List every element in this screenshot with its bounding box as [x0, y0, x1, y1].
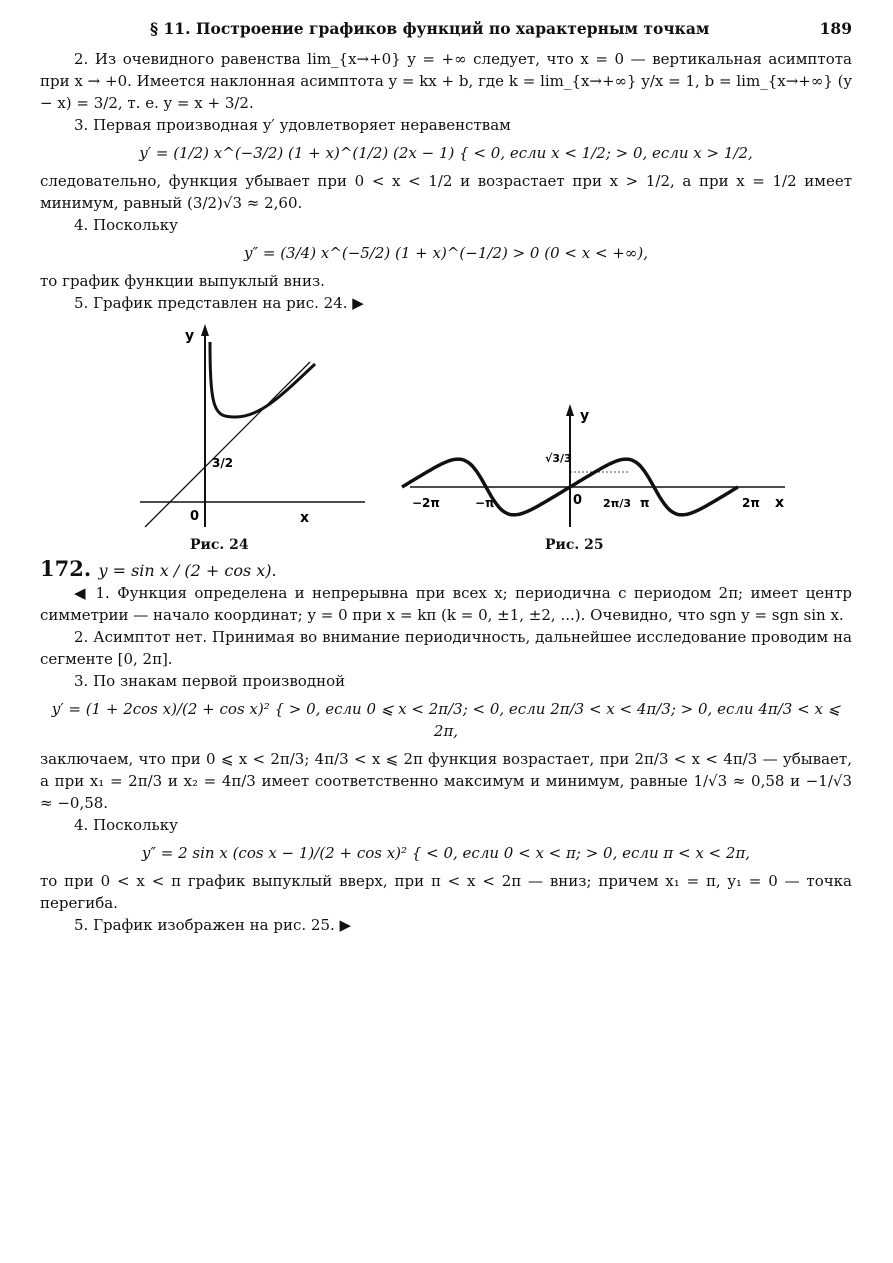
paragraph-inflection: то при 0 < x < π график выпуклый вверх, при π < x < 2π — вниз; причем x₁ = π, y₁ = 0 — точка перегиба.: [40, 872, 852, 912]
formula-first-derivative-172: y′ = (1 + 2cos x)/(2 + cos x)² { > 0, если 0 ⩽ x < 2π/3; < 0, если 2π/3 < x < 4π/3; > 0, если 4π/3 < x ⩽ 2π,: [51, 700, 841, 740]
figure-25: [400, 402, 800, 532]
caption-25: Рис. 25: [545, 537, 604, 553]
paragraph-second-172: 4. Поскольку: [74, 816, 178, 834]
section-title: § 11. Построение графиков функций по характерным точкам: [150, 19, 710, 38]
x-label: x: [300, 510, 310, 526]
x-label: x: [775, 495, 785, 511]
y-label: y: [580, 408, 590, 424]
y-arrow: [201, 324, 209, 336]
problem-172: [40, 558, 852, 582]
figures: [40, 322, 852, 552]
tick-minus-2pi: −2π: [412, 496, 440, 510]
origin-label: 0: [573, 493, 583, 508]
caption-24: Рис. 24: [190, 537, 249, 553]
intercept-label: 3/2: [212, 456, 234, 470]
paragraph-no-asymptotes: 2. Асимптот нет. Принимая во внимание периодичность, дальнейшее исследование проводим на сегменте [0, 2π].: [40, 628, 852, 668]
tick-pi: π: [640, 496, 650, 510]
paragraph-extrema: заключаем, что при 0 ⩽ x < 2π/3; 4π/3 < x ⩽ 2π функция возрастает, при 2π/3 < x < 4π/3 — убывает, а при x₁ = 2π/3 и x₂ = 4π/3 имеет соответственно максимум и минимум, равные 1/√3 ≈ 0,58 и −1/√3 ≈ −0,58.: [40, 750, 852, 812]
formula-second-derivative: y″ = (3/4) x^(−5/2) (1 + x)^(−1/2) > 0 (0 < x < +∞),: [244, 244, 648, 262]
paragraph-derivative: 3. Первая производная y′ удовлетворяет неравенствам: [74, 116, 511, 134]
paragraph-convex: то график функции выпуклый вниз.: [40, 272, 325, 290]
paragraph-first-derivative-sign: 3. По знакам первой производной: [74, 672, 346, 690]
paragraph-domain: ◀ 1. Функция определена и непрерывна при всех x; периодична с периодом 2π; имеет центр симметрии — начало координат; y = 0 при x = kπ (k = 0, ±1, ±2, ...). Очевидно, что sgn y = sgn sin x.: [40, 584, 852, 624]
formula-second-derivative-172: y″ = 2 sin x (cos x − 1)/(2 + cos x)² { < 0, если 0 < x < π; > 0, если π < x < 2π,: [141, 844, 751, 862]
running-header: [150, 18, 852, 40]
y-arrow: [566, 404, 574, 416]
origin-label: 0: [190, 509, 200, 524]
page-number: 189: [819, 19, 852, 38]
tick-minus-pi: −π: [475, 496, 495, 510]
tick-2pi-3: 2π/3: [603, 497, 632, 510]
tick-2pi: 2π: [742, 496, 760, 510]
paragraph-second: 4. Поскольку: [74, 216, 178, 234]
figure-24: [130, 322, 370, 532]
paragraph-graph-ref: 5. График представлен на рис. 24. ▶: [74, 294, 364, 312]
formula-first-derivative: y′ = (1/2) x^(−3/2) (1 + x)^(1/2) (2x − 1) { < 0, если x < 1/2; > 0, если x > 1/2,: [139, 144, 753, 162]
paragraph-asymptotes: 2. Из очевидного равенства lim_{x→+0} y = +∞ следует, что x = 0 — вертикальная асимптота при x → +0. Имеется наклонная асимптота y = kx + b, где k = lim_{x→+∞} y/x = 1, b = lim_{x→+∞} (y − x) = 3/2, т. е. y = x + 3/2.: [40, 50, 852, 112]
paragraph-monotonic: следовательно, функция убывает при 0 < x < 1/2 и возрастает при x > 1/2, а при x = 1/2 имеет минимум, равный (3/2)√3 ≈ 2,60.: [40, 172, 852, 212]
max-value-label: √3/3: [545, 452, 572, 465]
problem-number: 172.: [40, 556, 92, 581]
paragraph-graph-ref-25: 5. График изображен на рис. 25. ▶: [74, 916, 352, 934]
y-label: y: [185, 328, 195, 344]
function-curve: [210, 342, 315, 417]
page: [40, 18, 852, 936]
problem-equation: y = sin x / (2 + cos x).: [98, 561, 277, 580]
